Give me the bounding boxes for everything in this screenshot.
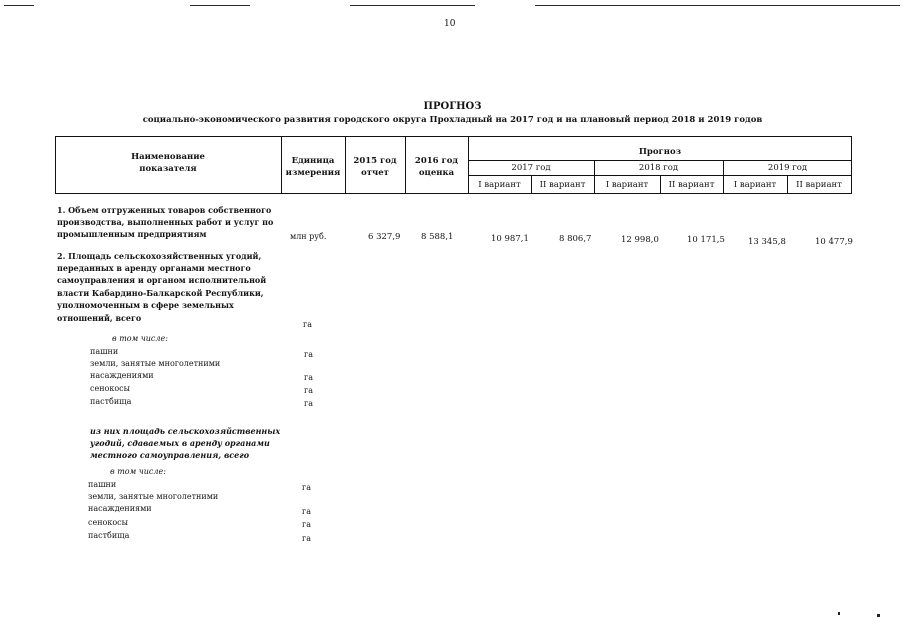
- list-item-label: земли, занятые многолетними: [90, 359, 221, 368]
- list-item-label: пашни: [90, 347, 119, 356]
- row1-value-2019-v1: 13 345,8: [748, 237, 786, 247]
- top-rule-2: [190, 5, 250, 6]
- row2-name-line: 2. Площадь сельскохозяйственных угодий,: [57, 251, 262, 261]
- row1-value-2019-v2: 10 477,9: [815, 237, 853, 247]
- row2-name-line: переданных в аренду органами местного: [57, 263, 251, 273]
- header-2019: 2019 год: [767, 163, 808, 173]
- subrow-name-line: угодий, сдаваемых в аренду органами: [90, 438, 270, 448]
- list-item-unit: га: [304, 399, 313, 408]
- header-2018: 2018 год: [638, 163, 679, 173]
- top-rule-4: [535, 5, 900, 6]
- list-item-unit: га: [302, 483, 311, 492]
- header-name-1: Наименование: [131, 152, 205, 162]
- document-title: ПРОГНОЗ: [423, 101, 482, 112]
- subrow-name-line: местного самоуправления, всего: [90, 450, 250, 460]
- list-item-label: земли, занятые многолетними: [88, 492, 219, 501]
- header-2017-v2: II вариант: [539, 180, 586, 190]
- row1-value-2015: 6 327,9: [368, 232, 401, 242]
- header-2017-v1: I вариант: [478, 180, 521, 190]
- list-item-label: насаждениями: [90, 371, 154, 380]
- list-item-unit: га: [302, 534, 311, 543]
- top-rule-1: [4, 5, 34, 6]
- row1-value-2018-v1: 12 998,0: [621, 235, 659, 245]
- row1-value-2017-v2: 8 806,7: [559, 234, 592, 244]
- top-rule-3: [350, 5, 475, 6]
- list-item-label: насаждениями: [88, 504, 152, 513]
- header-2019-v2: II вариант: [796, 180, 842, 190]
- page-number: 10: [444, 19, 456, 29]
- list-item-unit: га: [304, 386, 313, 395]
- row1-name-line: промышленным предприятиям: [57, 229, 207, 239]
- list-item-label: пашни: [88, 480, 117, 489]
- row2-name-line: отношений, всего: [57, 313, 142, 323]
- header-2016-2: оценка: [418, 168, 455, 178]
- row2-unit: га: [303, 320, 312, 329]
- row1-value-2017-v1: 10 987,1: [491, 234, 529, 244]
- list-item-unit: га: [304, 350, 313, 359]
- list-item-label: сенокосы: [90, 384, 131, 393]
- row1-value-2018-v2: 10 171,5: [687, 235, 725, 245]
- list-item-unit: га: [304, 373, 313, 382]
- scan-speck: [838, 612, 840, 615]
- header-2018-v2: II вариант: [668, 180, 715, 190]
- list-item-label: пастбища: [90, 397, 132, 406]
- row2-name-line: уполномоченным в сфере земельных: [57, 300, 234, 310]
- row2-name-line: самоуправления и органом исполнительной: [57, 275, 267, 285]
- header-2016-1: 2016 год: [414, 156, 459, 166]
- list-item-label: сенокосы: [88, 518, 129, 527]
- row1-unit: млн руб.: [290, 232, 327, 241]
- row1-name-line: производства, выполненных работ и услуг по: [57, 217, 274, 227]
- list-item-unit: га: [302, 507, 311, 516]
- header-name-2: показателя: [139, 164, 197, 174]
- header-2015-2: отчет: [361, 168, 389, 178]
- header-2015-1: 2015 год: [353, 156, 397, 166]
- row1-value-2016: 8 588,1: [421, 232, 454, 242]
- scan-speck: [877, 614, 880, 617]
- header-2018-v1: I вариант: [605, 180, 649, 190]
- subrow-name-line: из них площадь сельскохозяйственных: [90, 426, 281, 436]
- including-label: в том числе:: [110, 467, 166, 476]
- list-item-label: пастбища: [88, 531, 130, 540]
- row1-name-line: 1. Объем отгруженных товаров собственного: [57, 205, 272, 215]
- header-unit-1: Единица: [291, 156, 335, 166]
- header-forecast: Прогноз: [638, 147, 682, 157]
- including-label: в том числе:: [112, 334, 168, 343]
- row2-name-line: власти Кабардино-Балкарской Республики,: [57, 288, 264, 298]
- document-subtitle: социально-экономического развития городского округа Прохладный на 2017 год и на плановый период 2018 и 2019 годов: [142, 115, 763, 125]
- header-unit-2: измерения: [285, 168, 341, 178]
- header-2019-v1: I вариант: [733, 180, 777, 190]
- header-2017: 2017 год: [511, 163, 551, 173]
- list-item-unit: га: [302, 520, 311, 529]
